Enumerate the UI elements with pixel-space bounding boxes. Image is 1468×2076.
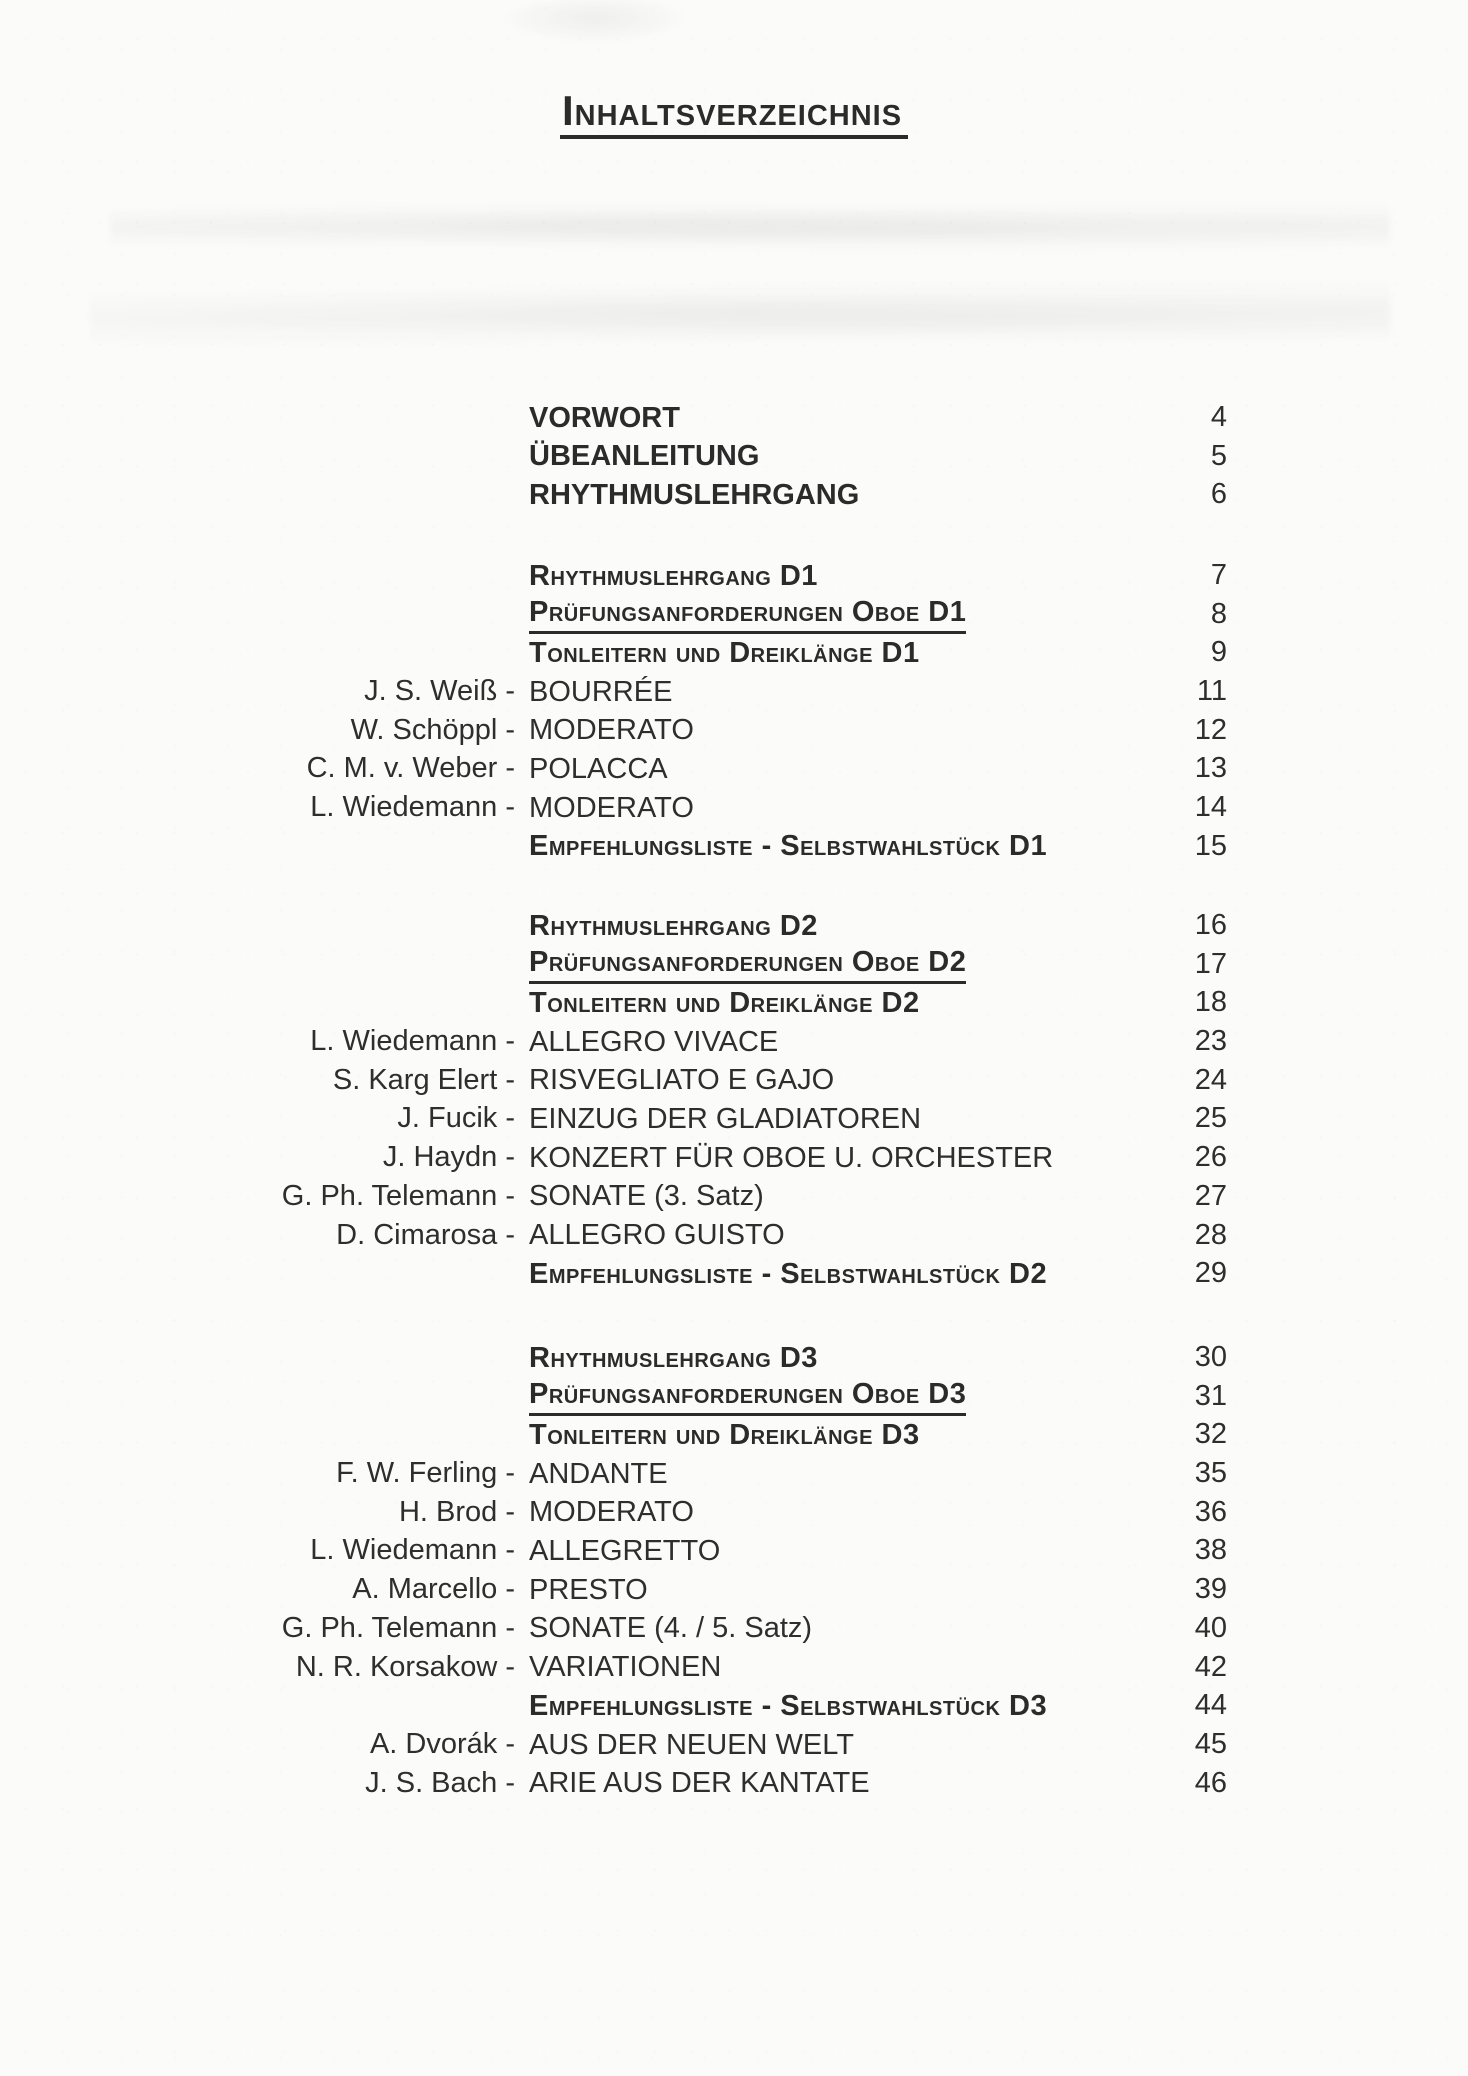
toc-entry-page-number: 23 bbox=[1194, 1025, 1227, 1058]
toc-entry bbox=[0, 1454, 1227, 1493]
toc-entry-author: C. M. v. Weber - bbox=[306, 752, 515, 785]
toc-entry-author: A. Dvorák - bbox=[369, 1727, 515, 1760]
toc-entry-author bbox=[0, 1338, 515, 1377]
toc-entry bbox=[0, 1216, 1227, 1255]
toc-entry-title: ALLEGRETTO bbox=[529, 1535, 721, 1568]
toc-entry-page-number: 36 bbox=[1194, 1495, 1227, 1528]
toc-entry-author bbox=[0, 827, 515, 866]
toc-entry bbox=[0, 1377, 1227, 1416]
toc-entry-author: D. Cimarosa - bbox=[336, 1218, 515, 1251]
toc-entry-page-number: 18 bbox=[1194, 986, 1227, 1019]
toc-entry bbox=[0, 1022, 1227, 1061]
scan-smudge-artifact bbox=[490, 0, 700, 46]
toc-entry bbox=[0, 398, 1227, 437]
toc-entry-page-number: 27 bbox=[1194, 1179, 1227, 1212]
toc-entry-author bbox=[0, 945, 515, 984]
toc-entry-page-number: 13 bbox=[1194, 752, 1227, 785]
toc-section-d3 bbox=[0, 1338, 1227, 1802]
toc-entry-title: EINZUG DER GLADIATOREN bbox=[529, 1103, 922, 1136]
toc-entry-title: KONZERT FÜR OBOE U. ORCHESTER bbox=[529, 1141, 1054, 1174]
page-title: Inhaltsverzeichnis bbox=[560, 90, 908, 139]
toc-entry bbox=[0, 1570, 1227, 1609]
toc-entry-page-number: 45 bbox=[1194, 1727, 1227, 1760]
toc-entry-title: Prüfungsanforderungen Oboe D3 bbox=[529, 1377, 1139, 1416]
toc-entry-page-number: 44 bbox=[1194, 1689, 1227, 1722]
toc-entry-page-number: 17 bbox=[1194, 947, 1227, 980]
toc-entry-author: N. R. Korsakow - bbox=[295, 1650, 515, 1683]
toc-entry-author: L. Wiedemann - bbox=[310, 1534, 515, 1567]
toc-entry-author: J. Haydn - bbox=[382, 1141, 515, 1174]
toc-section-intro bbox=[0, 398, 1227, 514]
toc-entry-page-number: 39 bbox=[1194, 1573, 1227, 1606]
toc-entry bbox=[0, 1254, 1227, 1293]
toc-entry bbox=[0, 633, 1227, 672]
toc-entry-page-number: 30 bbox=[1194, 1341, 1227, 1373]
toc-entry-title: RISVEGLIATO E GAJO bbox=[529, 1064, 835, 1097]
toc-entry-title: SONATE (3. Satz) bbox=[529, 1180, 764, 1213]
toc-entry-page-number: 31 bbox=[1194, 1379, 1227, 1412]
toc-entry-author bbox=[0, 906, 515, 945]
toc-entry-author bbox=[0, 1254, 515, 1293]
toc-entry-title: ALLEGRO GUISTO bbox=[529, 1219, 785, 1252]
toc-entry-author bbox=[0, 1377, 515, 1416]
toc-entry-page-number: 12 bbox=[1194, 713, 1227, 746]
toc-entry bbox=[0, 788, 1227, 827]
toc-entry-title: Rhythmuslehrgang D1 bbox=[529, 559, 818, 592]
toc-entry bbox=[0, 827, 1227, 866]
toc-entry-author bbox=[0, 398, 515, 437]
toc-entry-author: F. W. Ferling - bbox=[336, 1457, 515, 1490]
toc-entry-page-number: 9 bbox=[1210, 636, 1227, 669]
toc-entry-title: Rhythmuslehrgang D2 bbox=[529, 909, 818, 942]
toc-entry-author bbox=[0, 983, 515, 1022]
toc-entry bbox=[0, 556, 1227, 595]
toc-entry-page-number: 32 bbox=[1194, 1418, 1227, 1451]
toc-entry bbox=[0, 945, 1227, 984]
toc-entry-title: ANDANTE bbox=[529, 1457, 668, 1490]
toc-entry-page-number: 5 bbox=[1210, 439, 1227, 472]
toc-entry-title: Empfehlungsliste - Selbstwahlstück D1 bbox=[529, 830, 1048, 863]
toc-entry-page-number: 26 bbox=[1194, 1141, 1227, 1174]
toc-entry-author: W. Schöppl - bbox=[350, 713, 515, 746]
toc-entry-author bbox=[0, 595, 515, 634]
toc-entry-title: PRESTO bbox=[529, 1573, 648, 1606]
toc-entry-title: BOURRÉE bbox=[529, 675, 673, 708]
toc-entry-title: POLACCA bbox=[529, 753, 668, 786]
toc-entry-title: Rhythmuslehrgang D3 bbox=[529, 1341, 818, 1374]
toc-entry bbox=[0, 437, 1227, 476]
toc-entry bbox=[0, 1493, 1227, 1532]
toc-entry-page-number: 29 bbox=[1194, 1257, 1227, 1290]
toc-entry-page-number: 16 bbox=[1194, 909, 1227, 941]
toc-entry bbox=[0, 672, 1227, 711]
toc-entry-page-number: 11 bbox=[1196, 675, 1227, 708]
toc-entry bbox=[0, 1061, 1227, 1100]
toc-entry bbox=[0, 1415, 1227, 1454]
toc-entry-title: AUS DER NEUEN WELT bbox=[529, 1728, 854, 1761]
toc-section-d1 bbox=[0, 556, 1227, 866]
toc-entry-title: VORWORT bbox=[529, 401, 680, 434]
bleed-through-artifact bbox=[110, 200, 1390, 256]
toc-entry-title: MODERATO bbox=[529, 791, 694, 824]
toc-entry-title: ALLEGRO VIVACE bbox=[529, 1025, 779, 1058]
toc-entry-author: L. Wiedemann - bbox=[310, 1025, 515, 1058]
toc-entry-title: VARIATIONEN bbox=[529, 1651, 722, 1684]
toc-entry-page-number: 4 bbox=[1210, 401, 1227, 433]
toc-entry-page-number: 14 bbox=[1194, 791, 1227, 824]
toc-entry bbox=[0, 1609, 1227, 1648]
toc-entry bbox=[0, 1648, 1227, 1687]
toc-entry-page-number: 8 bbox=[1210, 597, 1227, 630]
toc-entry-page-number: 24 bbox=[1194, 1063, 1227, 1096]
toc-entry-title: Empfehlungsliste - Selbstwahlstück D3 bbox=[529, 1689, 1048, 1722]
toc-entry-author: J. Fucik - bbox=[397, 1102, 515, 1135]
toc-entry-author: J. S. Weiß - bbox=[364, 675, 515, 708]
toc-entry-title: ÜBEANLEITUNG bbox=[529, 440, 760, 473]
toc-entry-title: RHYTHMUSLEHRGANG bbox=[529, 479, 860, 512]
toc-entry-page-number: 46 bbox=[1194, 1766, 1227, 1799]
toc-entry-page-number: 6 bbox=[1210, 478, 1227, 511]
toc-entry-title: ARIE AUS DER KANTATE bbox=[529, 1767, 870, 1800]
toc-entry-author bbox=[0, 475, 515, 514]
toc-entry bbox=[0, 1138, 1227, 1177]
toc-entry-page-number: 7 bbox=[1210, 559, 1227, 591]
toc-entry-page-number: 15 bbox=[1194, 829, 1227, 862]
toc-entry-author: L. Wiedemann - bbox=[310, 791, 515, 824]
toc-entry-title: MODERATO bbox=[529, 1496, 694, 1529]
toc-entry-author bbox=[0, 1686, 515, 1725]
toc-entry bbox=[0, 749, 1227, 788]
toc-entry bbox=[0, 1764, 1227, 1803]
toc-entry-author bbox=[0, 633, 515, 672]
toc-entry-title: Prüfungsanforderungen Oboe D1 bbox=[529, 595, 1139, 634]
toc-section-d2 bbox=[0, 906, 1227, 1293]
toc-entry-author: G. Ph. Telemann - bbox=[281, 1179, 515, 1212]
toc-entry bbox=[0, 711, 1227, 750]
bleed-through-artifact bbox=[90, 280, 1390, 350]
toc-entry bbox=[0, 1686, 1227, 1725]
toc-entry bbox=[0, 475, 1227, 514]
toc-entry-page-number: 28 bbox=[1194, 1218, 1227, 1251]
toc-entry bbox=[0, 1177, 1227, 1216]
toc-entry-page-number: 42 bbox=[1194, 1650, 1227, 1683]
toc-entry-page-number: 40 bbox=[1194, 1611, 1227, 1644]
toc-entry-author bbox=[0, 437, 515, 476]
toc-entry-title: SONATE (4. / 5. Satz) bbox=[529, 1612, 813, 1645]
toc-entry bbox=[0, 1725, 1227, 1764]
toc-entry bbox=[0, 1338, 1227, 1377]
toc-entry-title: Empfehlungsliste - Selbstwahlstück D2 bbox=[529, 1257, 1048, 1290]
toc-entry bbox=[0, 983, 1227, 1022]
toc-entry-title: Tonleitern und Dreiklänge D1 bbox=[529, 637, 920, 670]
toc-entry-author: J. S. Bach - bbox=[365, 1766, 515, 1799]
toc-entry-title: Prüfungsanforderungen Oboe D2 bbox=[529, 945, 1139, 984]
toc-entry-author bbox=[0, 556, 515, 595]
toc-entry-page-number: 25 bbox=[1194, 1102, 1227, 1135]
toc-entry-author: S. Karg Elert - bbox=[332, 1063, 515, 1096]
toc-entry-page-number: 35 bbox=[1194, 1457, 1227, 1490]
toc-entry-title: MODERATO bbox=[529, 714, 694, 747]
toc-entry-author: H. Brod - bbox=[398, 1495, 515, 1528]
toc-entry-author: G. Ph. Telemann - bbox=[281, 1611, 515, 1644]
toc-entry bbox=[0, 906, 1227, 945]
toc-entry bbox=[0, 595, 1227, 634]
toc-entry bbox=[0, 1531, 1227, 1570]
toc-entry-title: Tonleitern und Dreiklänge D2 bbox=[529, 987, 920, 1020]
toc-entry-author bbox=[0, 1415, 515, 1454]
toc-entry-author: A. Marcello - bbox=[352, 1573, 515, 1606]
toc-entry-title: Tonleitern und Dreiklänge D3 bbox=[529, 1419, 920, 1452]
toc-entry bbox=[0, 1099, 1227, 1138]
page-title-container bbox=[0, 87, 1468, 139]
toc-entry-page-number: 38 bbox=[1194, 1534, 1227, 1567]
